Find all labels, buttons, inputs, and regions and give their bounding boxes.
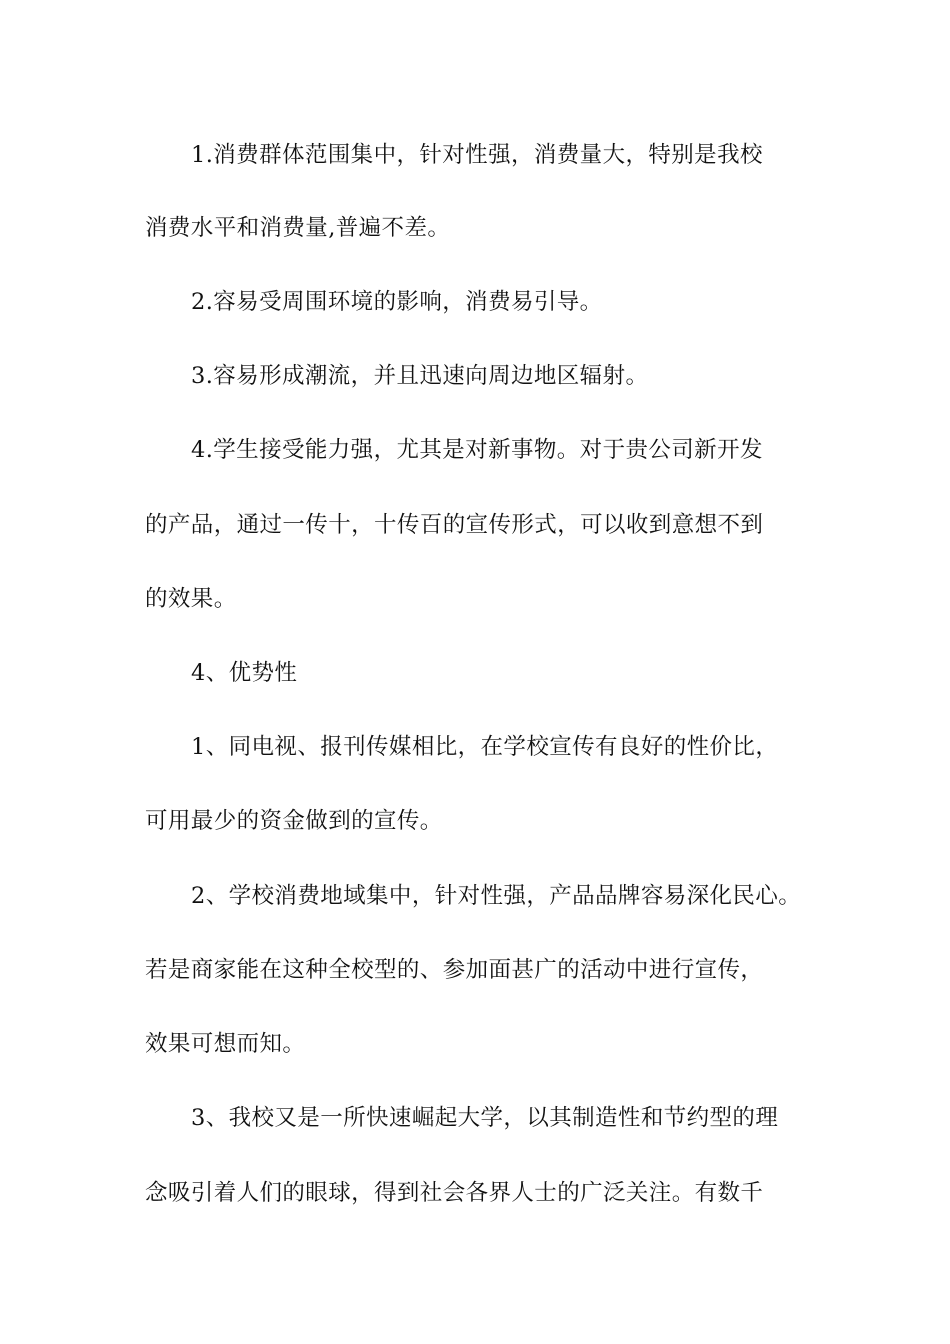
paragraph-line: 念吸引着人们的眼球，得到社会各界人士的广泛关注。有数千 xyxy=(145,1180,764,1206)
paragraph-line: 1、同电视、报刊传媒相比，在学校宣传有良好的性价比， xyxy=(191,734,779,760)
section-heading: 4、优势性 xyxy=(191,660,298,686)
paragraph-line: 3.容易形成潮流，并且迅速向周边地区辐射。 xyxy=(191,363,649,389)
paragraph-line: 的产品，通过一传十，十传百的宣传形式，可以收到意想不到 xyxy=(145,512,764,538)
paragraph-line: 1.消费群体范围集中，针对性强，消费量大，特别是我校 xyxy=(191,142,763,168)
paragraph-line: 的效果。 xyxy=(145,586,237,612)
paragraph-line: 4.学生接受能力强，尤其是对新事物。对于贵公司新开发 xyxy=(191,437,763,463)
paragraph-line: 2.容易受周围环境的影响，消费易引导。 xyxy=(191,289,603,315)
paragraph-line: 效果可想而知。 xyxy=(145,1031,306,1057)
paragraph-line: 2、学校消费地域集中，针对性强，产品品牌容易深化民心。 xyxy=(191,883,802,909)
paragraph-line: 3、我校又是一所快速崛起大学，以其制造性和节约型的理 xyxy=(191,1105,779,1131)
paragraph-line: 若是商家能在这种全校型的、参加面甚广的活动中进行宣传， xyxy=(145,957,764,983)
paragraph-line: 消费水平和消费量,普遍不差。 xyxy=(145,215,451,241)
paragraph-line: 可用最少的资金做到的宣传。 xyxy=(145,808,443,834)
